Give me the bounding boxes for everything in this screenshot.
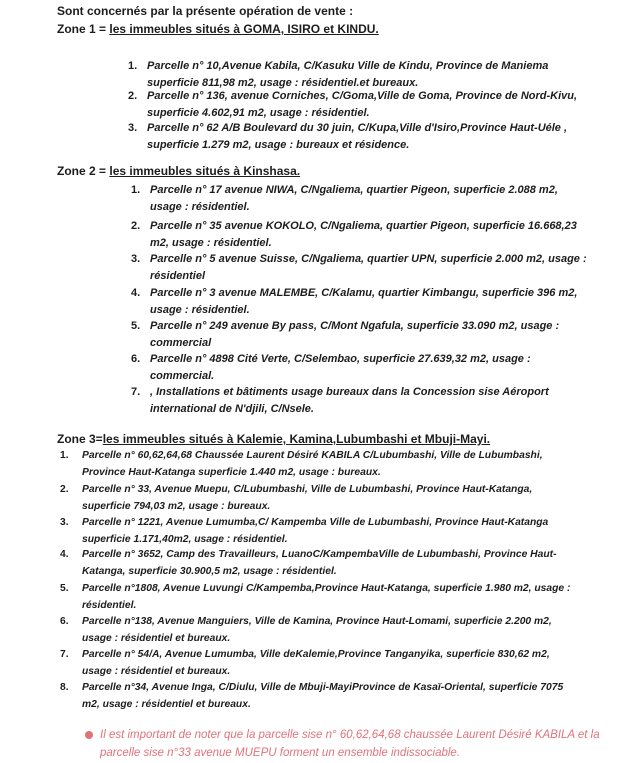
item-line: superficie 794,03 m2, usage : bureaux. — [82, 501, 271, 512]
zone-2-item-2 — [131, 218, 581, 252]
zone-3-item-8 — [60, 679, 565, 713]
item-line: international de N'djili, C/Nsele. — [150, 403, 314, 415]
item-number: 3. — [60, 517, 69, 528]
item-number: 3. — [131, 253, 141, 265]
zone-2-item-3 — [131, 251, 587, 285]
item-number: 2. — [128, 90, 138, 102]
item-number: 5. — [60, 583, 69, 594]
item-number: 3. — [128, 122, 138, 134]
item-line: Parcelle n° 17 avenue NIWA, C/Ngaliema, quartier Pigeon, superficie 2.088 m2, — [150, 184, 558, 196]
zone-1-title: les immeubles situés à GOMA, ISIRO et KINDU. — [109, 22, 379, 36]
note-bullet-icon — [85, 731, 93, 739]
item-number: 1. — [60, 450, 69, 461]
zone-3-item-4 — [60, 546, 565, 580]
zone-3-title: les immeubles situés à Kalemie, Kamina,Lubumbashi et Mbuji-Mayi. — [102, 432, 491, 446]
item-number: 1. — [128, 60, 138, 72]
note-line: parcelle sise n°33 avenue MUEPU forment un ensemble indissociable. — [100, 747, 461, 759]
item-line: Parcelle n° 35 avenue KOKOLO, C/Ngaliema, quartier Pigeon, superficie 16.668,23 — [150, 220, 577, 232]
item-line: m2, usage : résidentiel et bureaux. — [82, 699, 251, 710]
item-line: Province Haut-Katanga superficie 1.440 m2, usage : bureaux. — [82, 467, 381, 478]
item-line: Parcelle n° 10,Avenue Kabila, C/Kasuku Ville de Kindu, Province de Maniema — [147, 60, 549, 72]
important-note — [100, 726, 600, 762]
item-line: , Installations et bâtiments usage bureaux dans la Concession sise Aéroport — [150, 386, 549, 398]
zone-3-item-5 — [60, 580, 571, 614]
item-number: 5. — [131, 320, 141, 332]
intro-text: Sont concernés par la présente opération de vente : — [57, 4, 354, 18]
zone-1-item-2 — [128, 88, 598, 122]
item-number: 4. — [131, 287, 141, 299]
item-line: Parcelle n° 1221, Avenue Lumumba,C/ Kampemba Ville de Lubumbashi, Province Haut-Katanga — [82, 517, 549, 528]
item-line: Parcelle n°34, Avenue Inga, C/Diulu, Ville de Mbuji-MayiProvince de Kasaï-Oriental, superficie 7075 — [82, 682, 564, 693]
zone-3-item-6 — [60, 613, 565, 647]
zone-1-heading — [57, 22, 379, 36]
zone-3-item-7 — [60, 646, 565, 680]
item-number: 7. — [60, 649, 69, 660]
item-line: résidentiel — [150, 270, 206, 282]
item-line: superficie 1.171,40m2, usage : résidentiel. — [82, 534, 288, 545]
zone-3-item-1 — [60, 447, 565, 481]
item-line: Katanga, superficie 30.900,5 m2, usage : résidentiel. — [82, 566, 337, 577]
zone-2-title: les immeubles situés à Kinshasa. — [109, 164, 301, 178]
item-line: Parcelle n° 60,62,64,68 Chaussée Laurent Désiré KABILA C/Lubumbashi, Ville de Lubumbashi, — [82, 450, 543, 461]
item-line: Parcelle n° 3 avenue MALEMBE, C/Kalamu, quartier Kimbangu, superficie 396 m2, — [150, 287, 578, 299]
item-line: résidentiel. — [82, 600, 137, 611]
item-line: Parcelle n° 136, avenue Corniches, C/Goma,Ville de Goma, Province de Nord-Kivu, — [147, 90, 578, 102]
note-line: Il est important de noter que la parcelle sise n° 60,62,64,68 chaussée Laurent Désiré KABILA et la — [100, 729, 600, 741]
zone-3-heading — [57, 432, 490, 446]
item-number: 4. — [60, 549, 69, 560]
item-line: Parcelle n° 62 A/B Boulevard du 30 juin, C/Kupa,Ville d'Isiro,Province Haut-Uéle , — [147, 122, 568, 134]
zone-1-item-1 — [128, 58, 598, 92]
item-number: 2. — [131, 220, 141, 232]
item-number: 1. — [131, 184, 141, 196]
item-line: Parcelle n° 4898 Cité Verte, C/Selembao, superficie 27.639,32 m2, usage : — [150, 353, 531, 365]
item-line: commercial. — [150, 370, 215, 382]
item-line: superficie 1.279 m2, usage : bureaux et résidence. — [147, 139, 410, 151]
zone-3-item-3 — [60, 514, 565, 548]
zone-3-item-2 — [60, 481, 565, 515]
item-line: Parcelle n°138, Avenue Manguiers, Ville de Kamina, Province Haut-Lomami, superficie 2.200 m2, — [82, 616, 552, 627]
item-line: usage : résidentiel. — [150, 201, 250, 213]
zone-2-item-4 — [131, 285, 581, 319]
item-number: 8. — [60, 682, 69, 693]
zone-1-item-3 — [128, 120, 598, 154]
zone-2-item-1 — [131, 182, 581, 216]
zone-2-heading — [57, 164, 300, 178]
item-number: 2. — [60, 484, 69, 495]
item-line: usage : résidentiel. — [150, 304, 250, 316]
item-line: superficie 4.602,91 m2, usage : résidentiel. — [147, 107, 370, 119]
item-line: Parcelle n°1808, Avenue Luvungi C/Kampemba,Province Haut-Katanga, superficie 1.980 m2, usage : — [82, 583, 571, 594]
item-number: 6. — [60, 616, 69, 627]
item-line: superficie 811,98 m2, usage : résidentiel.et bureaux. — [147, 77, 419, 89]
item-line: Parcelle n° 54/A, Avenue Lumumba, Ville deKalemie,Province Tanganyika, superficie 830,62 m2, — [82, 649, 550, 660]
item-line: usage : résidentiel et bureaux. — [82, 666, 231, 677]
zone-2-item-6 — [131, 351, 581, 385]
item-line: commercial — [150, 337, 212, 349]
item-line: Parcelle n° 5 avenue Suisse, C/Ngaliema, quartier UPN, superficie 2.000 m2, usage : — [150, 253, 587, 265]
item-line: usage : résidentiel et bureaux. — [82, 633, 231, 644]
item-line: Parcelle n° 249 avenue By pass, C/Mont Ngafula, superficie 33.090 m2, usage : — [150, 320, 560, 332]
item-number: 6. — [131, 353, 141, 365]
zone-1-prefix: Zone 1 = — [57, 22, 110, 36]
item-line: Parcelle n° 33, Avenue Muepu, C/Lubumbashi, Ville de Lubumbashi, Province Haut-Katanga, — [82, 484, 533, 495]
item-line: Parcelle n° 3652, Camp des Travailleurs, LuanoC/KampembaVille de Lubumbashi, Province Haut- — [82, 549, 557, 560]
zone-2-prefix: Zone 2 = — [57, 164, 110, 178]
zone-2-item-5 — [131, 318, 581, 352]
item-line: m2, usage : résidentiel. — [150, 237, 272, 249]
zone-2-item-7 — [131, 384, 581, 418]
item-number: 7. — [131, 386, 141, 398]
zone-3-prefix: Zone 3= — [57, 432, 103, 446]
